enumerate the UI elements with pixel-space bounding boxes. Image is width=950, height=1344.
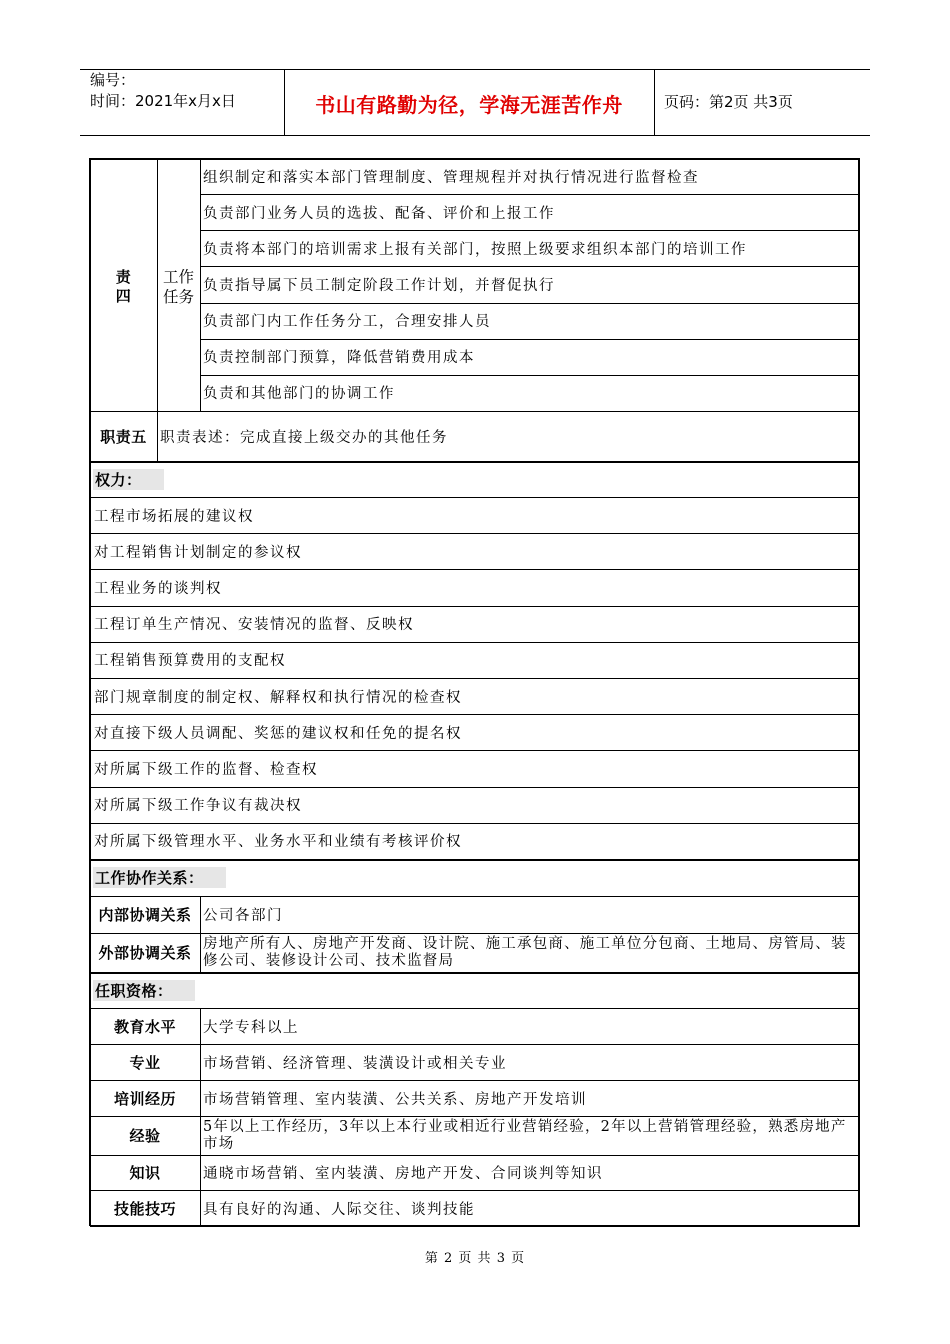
qualification-row: [90, 1190, 860, 1226]
duty4-task-text: 负责部门业务人员的选拔、配备、评价和上报工作: [203, 205, 555, 222]
qualification-row: [90, 1044, 860, 1080]
power-item-text: 工程市场拓展的建议权: [94, 508, 254, 525]
power-item-text: 部门规章制度的制定权、解释权和执行情况的检查权: [94, 689, 462, 706]
duty4-block: [90, 158, 860, 411]
qualification-value-cell: [203, 1190, 858, 1226]
qualification-row-separator: [90, 1116, 860, 1117]
power-item-text: 工程销售预算费用的支配权: [94, 653, 286, 670]
power-row: [90, 606, 860, 642]
qualification-value: 市场营销、经济管理、装潢设计或相关专业: [203, 1055, 507, 1072]
duty4-task-row: [200, 339, 860, 375]
duty4-task-separator: [200, 375, 860, 376]
table-right-border: [858, 158, 860, 1226]
power-row-separator: [90, 787, 860, 788]
external-relation-label-cell: [90, 933, 200, 972]
header-meta: [90, 70, 236, 112]
qualification-row-separator: [90, 1190, 860, 1191]
qualification-label: 专业: [129, 1053, 161, 1072]
qualification-value-cell: [203, 1155, 858, 1190]
power-row-separator: [90, 823, 860, 824]
duty4-task-text: 负责指导属下员工制定阶段工作计划，并督促执行: [203, 277, 555, 294]
rule-duty4-bottom: [90, 411, 860, 412]
duty4-task-list: [200, 158, 860, 411]
power-row-separator: [90, 533, 860, 534]
page-footer: 第 2 页 共 3 页: [424, 1251, 526, 1266]
powers-list: [90, 497, 860, 859]
qualification-label: 知识: [129, 1164, 161, 1182]
qualification-label-cell: [90, 1080, 200, 1116]
internal-relation-label: 内部协调关系: [98, 906, 192, 924]
qualification-label-cell: [90, 1008, 200, 1044]
duty4-task-row: [200, 375, 860, 411]
power-item-text: 工程订单生产情况、安装情况的监督、反映权: [94, 617, 414, 634]
header-bottom-rule: [80, 135, 870, 136]
duty4-task-text: 组织制定和落实本部门管理制度、管理规程并对执行情况进行监督检查: [203, 169, 699, 186]
qualification-row-separator: [90, 1044, 860, 1045]
duty4-label: 责 四: [115, 267, 132, 305]
qualification-value: 具有良好的沟通、人际交往、谈判技能: [203, 1201, 475, 1218]
qualification-value-cell: [203, 1080, 858, 1116]
power-row: [90, 714, 860, 750]
qualification-value-cell: [203, 1044, 858, 1080]
power-row-separator: [90, 606, 860, 607]
qualification-value: 市场营销管理、室内装潢、公共关系、房地产开发培训: [203, 1091, 587, 1108]
power-row: [90, 533, 860, 569]
rule-internal-bottom: [90, 933, 860, 934]
duty4-task-separator: [200, 194, 860, 195]
duty4-task-separator: [200, 266, 860, 267]
rule-qualifications-title-bottom: [90, 1008, 860, 1009]
qualification-label: 培训经历: [113, 1089, 176, 1108]
qualification-label-cell: [90, 1044, 200, 1080]
duty4-task-text: 负责控制部门预算，降低营销费用成本: [203, 350, 475, 367]
rule-relations-title-bottom: [90, 896, 860, 897]
qualifications-list: [90, 1008, 860, 1226]
duty4-task-row: [200, 303, 860, 339]
qualification-value: 通晓市场营销、室内装潢、房地产开发、合同谈判等知识: [203, 1166, 603, 1182]
qualification-value-cell: [203, 1008, 858, 1044]
duty4-task-row: [200, 194, 860, 230]
duty5-text-cell: [160, 411, 850, 461]
power-item-text: 对所属下级管理水平、业务水平和业绩有考核评价权: [94, 834, 462, 851]
duty4-label-cell: [90, 158, 157, 411]
qualification-label-cell: [90, 1116, 200, 1155]
duty4-task-row: [200, 230, 860, 266]
duty4-task-row: [200, 266, 860, 302]
duty4-task-row: [200, 158, 860, 194]
qualification-row: [90, 1116, 860, 1155]
power-row: [90, 823, 860, 859]
power-row: [90, 678, 860, 714]
external-relation-value: 房地产所有人、房地产开发商、设计院、施工承包商、施工单位分包商、土地局、房管局、装修公司、装修设计公司、技术监督局: [203, 935, 847, 969]
document-number-label: 编号：: [90, 71, 136, 89]
powers-title: 权力：: [93, 469, 164, 490]
qualification-label: 教育水平: [113, 1017, 176, 1036]
power-row-separator: [90, 678, 860, 679]
external-relation-value-cell: [203, 933, 858, 972]
qualification-row: [90, 1080, 860, 1116]
qualifications-title: 任职资格：: [93, 980, 195, 1001]
qualification-value: 5年以上工作经历，3年以上本行业或相近行业营销经验，2年以上营销管理经验，熟悉房地产市场: [203, 1118, 847, 1152]
qualifications-col-divider: [200, 1008, 201, 1226]
internal-relation-row: [90, 896, 860, 933]
qualification-row: [90, 1155, 860, 1190]
duty4-task-separator: [200, 339, 860, 340]
duty4-col-divider-1: [157, 158, 158, 411]
header-page-number: 页码：第2页 共3页: [664, 93, 793, 111]
power-item-text: 对所属下级工作争议有裁决权: [94, 798, 302, 815]
duty4-task-separator: [200, 230, 860, 231]
rule-powers-title-bottom: [90, 497, 860, 498]
duty5-label-cell: [90, 411, 157, 461]
qualification-label: 经验: [129, 1127, 161, 1145]
duty5-text: 职责表述：完成直接上级交办的其他任务: [160, 429, 448, 446]
qualification-value: 大学专科以上: [203, 1019, 299, 1036]
qualification-label-cell: [90, 1155, 200, 1190]
qualification-label: 技能技巧: [113, 1199, 176, 1218]
power-row: [90, 642, 860, 678]
qualification-row: [90, 1008, 860, 1044]
power-item-text: 工程业务的谈判权: [94, 580, 222, 597]
internal-relation-value: 公司各部门: [203, 908, 283, 924]
header-divider-2: [654, 69, 655, 135]
powers-title-row: [90, 461, 860, 497]
internal-relation-label-cell: [90, 896, 200, 933]
relations-title: 工作协作关系：: [93, 867, 226, 888]
duty4-task-separator: [200, 303, 860, 304]
duty4-task-text: 负责部门内工作任务分工，合理安排人员: [203, 314, 491, 331]
powers-title-cell: [93, 461, 493, 497]
power-row-separator: [90, 642, 860, 643]
qualifications-title-cell: [93, 972, 493, 1008]
header-motto: 书山有路勤为径，学海无涯苦作舟: [315, 93, 623, 117]
power-row: [90, 497, 860, 533]
duty5-row: [90, 411, 860, 461]
power-item-text: 对所属下级工作的监督、检查权: [94, 761, 318, 778]
power-row: [90, 750, 860, 786]
relations-title-row: [90, 859, 860, 896]
relations-col-divider: [200, 896, 201, 972]
power-row-separator: [90, 714, 860, 715]
qualification-row-separator: [90, 1155, 860, 1156]
power-item-text: 对直接下级人员调配、奖惩的建议权和任免的提名权: [94, 725, 462, 742]
table-top-border: [90, 158, 860, 160]
qualification-value-cell: [203, 1116, 858, 1155]
power-row: [90, 569, 860, 605]
duty4-task-text: 负责将本部门的培训需求上报有关部门，按照上级要求组织本部门的培训工作: [203, 241, 747, 258]
duty5-label: 职责五: [100, 427, 147, 446]
duty4-sublabel: 工作 任务: [162, 267, 194, 306]
qualification-label-cell: [90, 1190, 200, 1226]
power-row-separator: [90, 750, 860, 751]
qualifications-title-row: [90, 972, 860, 1008]
rule-duty5-bottom: [90, 461, 860, 463]
qualification-row-separator: [90, 1080, 860, 1081]
rule-powers-bottom: [90, 859, 860, 861]
external-relation-row: [90, 933, 860, 972]
document-date-label: 时间：2021年x月x日: [90, 92, 236, 110]
power-item-text: 对工程销售计划制定的参议权: [94, 544, 302, 561]
external-relation-label: 外部协调关系: [98, 944, 192, 962]
rule-relations-bottom: [90, 972, 860, 974]
power-row: [90, 787, 860, 823]
internal-relation-value-cell: [203, 896, 853, 933]
power-row-separator: [90, 569, 860, 570]
table-left-border: [89, 158, 91, 1226]
duty4-sublabel-cell: [157, 158, 200, 411]
duty4-task-text: 负责和其他部门的协调工作: [203, 386, 395, 403]
duty4-col-divider-2: [200, 158, 201, 411]
table-bottom-border: [90, 1225, 860, 1227]
duty5-col-divider: [157, 411, 158, 461]
relations-title-cell: [93, 859, 493, 896]
